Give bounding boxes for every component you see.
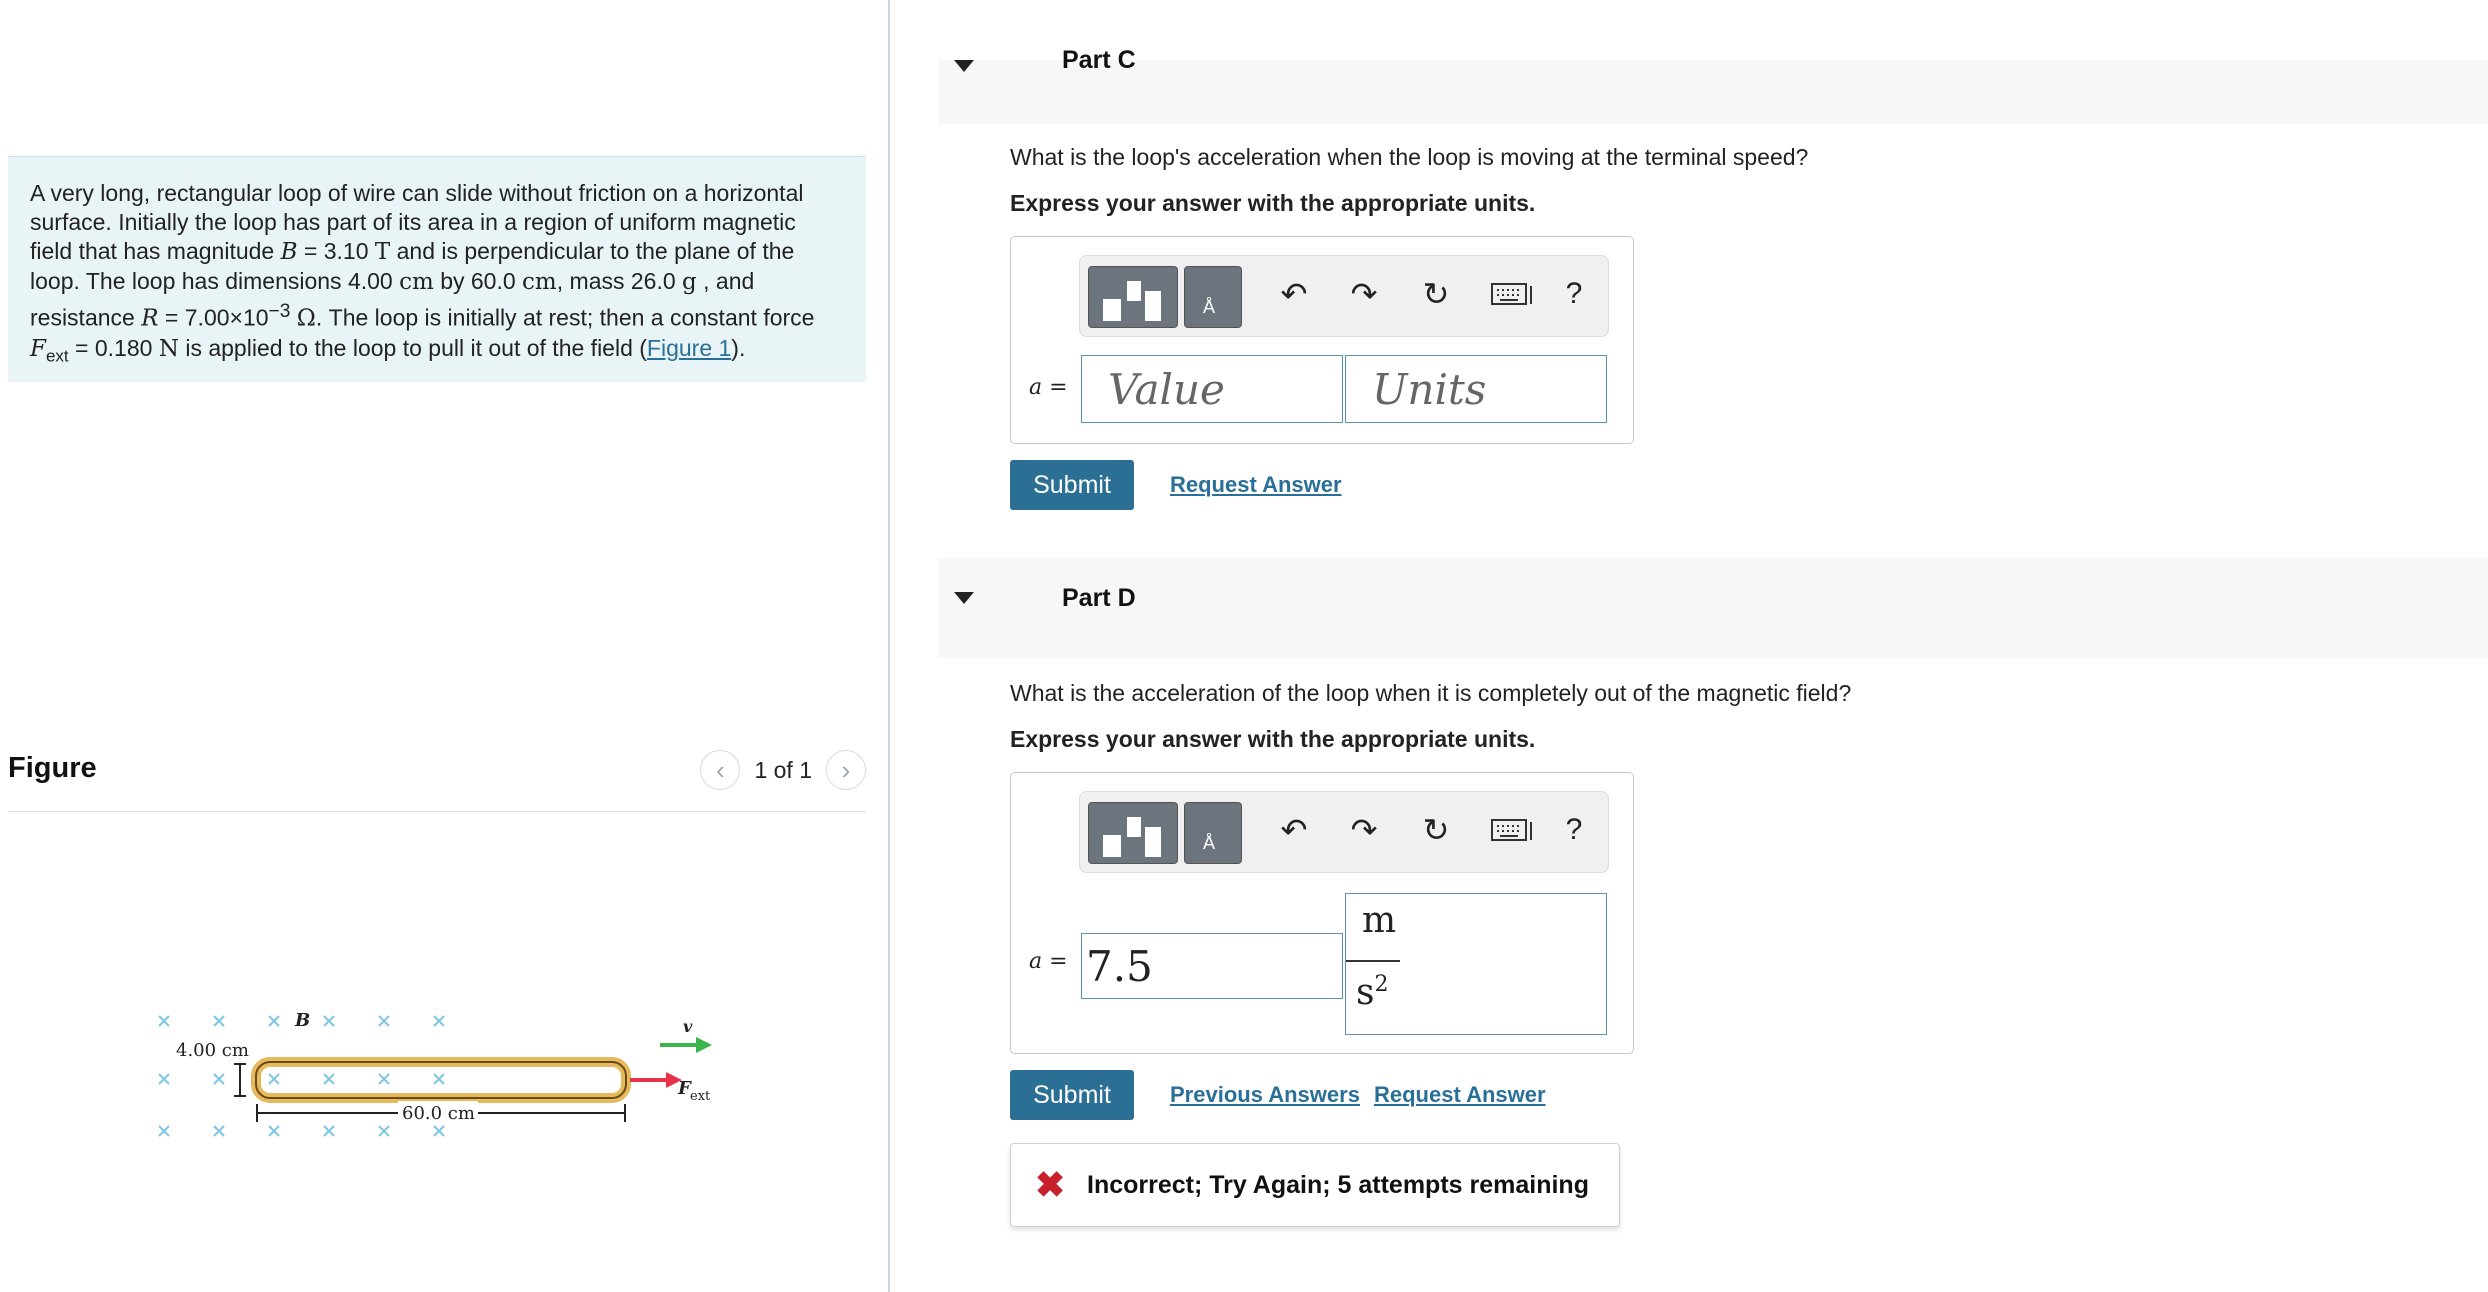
exponent-R: −3 bbox=[268, 301, 291, 322]
value-F: = 0.180 bbox=[68, 334, 159, 361]
unit-g: g bbox=[682, 269, 697, 295]
value-input[interactable]: Value bbox=[1081, 355, 1343, 423]
problem-statement bbox=[8, 156, 866, 382]
previous-answers-link[interactable]: Previous Answers bbox=[1170, 1082, 1360, 1107]
problem-text: by 60.0 bbox=[433, 268, 523, 294]
part-c-submit-button[interactable]: Submit bbox=[1010, 460, 1134, 510]
unit-T: T bbox=[374, 239, 391, 265]
left-pane bbox=[0, 0, 888, 1292]
value-B: = 3.10 bbox=[297, 238, 375, 264]
right-pane bbox=[890, 0, 2488, 1292]
units-input[interactable] bbox=[1345, 893, 1607, 1035]
reset-icon[interactable]: ↻ bbox=[1422, 276, 1450, 312]
unit-denominator: $s^2$ bbox=[1356, 972, 1389, 1013]
problem-text: A very long, rectangular loop of wire can slide without friction on a horizontal surface. Initially the loop has part of its area in a region of uniform magnetic field that has magnitude bbox=[30, 180, 804, 264]
templates-icon[interactable] bbox=[1088, 266, 1178, 328]
templates-icon[interactable] bbox=[1088, 802, 1178, 864]
problem-text: ). bbox=[731, 334, 746, 361]
undo-icon[interactable]: ↶ bbox=[1280, 276, 1308, 312]
chevron-left-icon[interactable]: ‹ bbox=[700, 750, 740, 790]
pager-text: 1 of 1 bbox=[754, 756, 812, 783]
help-icon[interactable]: ? bbox=[1565, 277, 1583, 310]
figure-diagram bbox=[130, 1000, 750, 1160]
help-icon[interactable]: ? bbox=[1565, 813, 1583, 846]
label-length: 60.0 cm bbox=[402, 1103, 475, 1124]
value-R: = 7.00×10 bbox=[158, 304, 269, 331]
unit-cm: cm bbox=[399, 269, 434, 295]
part-d-instruction: Express your answer with the appropriate units. bbox=[1010, 726, 1536, 752]
redo-icon[interactable]: ↷ bbox=[1350, 812, 1378, 848]
keyboard-icon[interactable] bbox=[1486, 810, 1540, 850]
part-d-submit-button[interactable]: Submit bbox=[1010, 1070, 1134, 1120]
var-B: B bbox=[280, 239, 298, 265]
error-x-icon: ✖ bbox=[1035, 1164, 1066, 1205]
feedback-text: Incorrect; Try Again; 5 attempts remaining bbox=[1087, 1171, 1589, 1199]
width-dimension bbox=[234, 1064, 246, 1096]
problem-text: and is perpendicular to the plane of the loop. The loop has dimensions 4.00 bbox=[30, 238, 795, 294]
part-d-header[interactable] bbox=[938, 558, 2488, 658]
figure-header bbox=[8, 748, 866, 812]
label-B: B bbox=[295, 1010, 311, 1031]
part-d-label[interactable]: Part D bbox=[1062, 584, 1136, 612]
var-R: R bbox=[141, 305, 159, 332]
part-c-question: What is the loop's acceleration when the loop is moving at the terminal speed? bbox=[1010, 144, 1809, 170]
units-input[interactable]: Units bbox=[1345, 355, 1607, 423]
unit-numerator: m bbox=[1362, 900, 1397, 941]
label-v: v bbox=[683, 1017, 693, 1036]
fraction-bar bbox=[1346, 960, 1400, 962]
value-input[interactable]: 7.5 bbox=[1081, 933, 1343, 999]
part-c-eq-label: a = bbox=[1029, 375, 1068, 400]
part-c-instruction: Express your answer with the appropriate units. bbox=[1010, 190, 1536, 216]
part-c-header[interactable] bbox=[938, 46, 2488, 124]
var-F: F bbox=[30, 335, 46, 362]
symbols-icon[interactable]: Å bbox=[1184, 266, 1242, 328]
part-c-label[interactable]: Part C bbox=[1062, 46, 1136, 74]
unit-N: N bbox=[158, 335, 179, 362]
problem-text: is applied to the loop to pull it out of the field ( bbox=[178, 334, 647, 361]
collapse-arrow-icon[interactable] bbox=[954, 592, 974, 604]
part-d-answer-box bbox=[1010, 772, 1634, 1054]
part-c-request-answer-link[interactable]: Request Answer bbox=[1170, 472, 1342, 497]
part-d-request-answer-link[interactable]: Request Answer bbox=[1374, 1082, 1546, 1107]
label-F: F bbox=[678, 1078, 691, 1099]
figure-title: Figure bbox=[8, 752, 97, 784]
figure-pager bbox=[700, 750, 866, 790]
unit-ohm: Ω bbox=[296, 305, 316, 332]
feedback-message bbox=[1010, 1143, 1620, 1227]
keyboard-icon[interactable] bbox=[1486, 274, 1540, 314]
label-F-sub: ext bbox=[690, 1089, 711, 1104]
part-d-eq-label: a = bbox=[1029, 949, 1068, 974]
redo-icon[interactable]: ↷ bbox=[1350, 276, 1378, 312]
math-toolbar bbox=[1079, 255, 1609, 337]
subscript-ext: ext bbox=[45, 346, 69, 366]
problem-text: , and resistance bbox=[30, 268, 755, 331]
chevron-right-icon[interactable]: › bbox=[826, 750, 866, 790]
part-d-question: What is the acceleration of the loop when it is completely out of the magnetic field? bbox=[1010, 680, 1852, 706]
collapse-arrow-icon[interactable] bbox=[954, 60, 974, 72]
problem-text: . The loop is initially at rest; then a constant force bbox=[315, 304, 815, 331]
undo-icon[interactable]: ↶ bbox=[1280, 812, 1308, 848]
reset-icon[interactable]: ↻ bbox=[1422, 812, 1450, 848]
unit-cm: cm bbox=[522, 269, 557, 295]
symbols-icon[interactable]: Å bbox=[1184, 802, 1242, 864]
part-c-answer-box bbox=[1010, 236, 1634, 444]
problem-text: , mass 26.0 bbox=[556, 268, 683, 294]
math-toolbar bbox=[1079, 791, 1609, 873]
figure-link[interactable]: Figure 1 bbox=[646, 334, 732, 361]
label-width: 4.00 cm bbox=[176, 1040, 249, 1061]
